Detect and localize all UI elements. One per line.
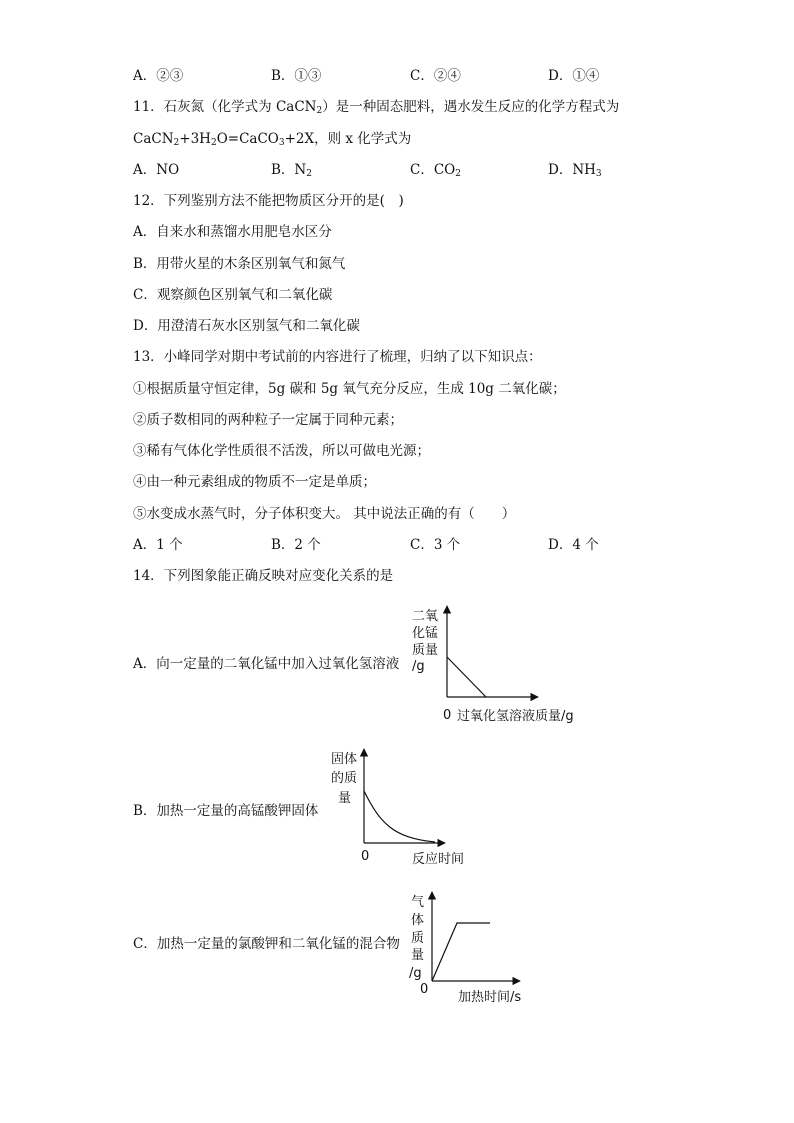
graph-a-curve xyxy=(447,657,486,697)
q11-option-c-sub: 2 xyxy=(455,169,461,179)
q13-option-d xyxy=(548,536,599,554)
q11-stem-part-b: ）是一种固态肥料，遇水发生反应的化学方程式为 xyxy=(322,99,620,115)
q11-eq-p4: +2X，则 x 化学式为 xyxy=(284,131,412,147)
q11-option-b-text: N xyxy=(294,162,307,178)
q13-point-2: ②质子数相同的两种粒子一定属于同种元素； xyxy=(133,412,403,428)
q14-graph-c xyxy=(400,886,540,1010)
graph-c-ylabel-3: 质 xyxy=(411,931,425,946)
graph-a-ylabel-2: 化锰 xyxy=(412,626,439,641)
q11-option-c-text: CO xyxy=(433,162,456,178)
q13-option-b xyxy=(271,536,321,554)
q10-option-a xyxy=(133,67,183,85)
q11-option-d-text: NH xyxy=(572,162,596,178)
graph-b-ylabel-2: 的质 xyxy=(331,771,358,786)
q14-option-a: A．向一定量的二氧化锰中加入过氧化氢溶液 xyxy=(133,656,400,672)
q13-option-d-text: 4 个 xyxy=(572,537,599,553)
q11-stem xyxy=(133,98,619,116)
q11-eq-s2: 2 xyxy=(210,138,217,148)
q12-option-c: C．观察颜色区别氧气和二氧化碳 xyxy=(133,287,333,303)
q11-eq-s1: 2 xyxy=(173,138,180,148)
graph-c-origin: 0 xyxy=(420,982,429,997)
q11-stem-sub: 2 xyxy=(316,106,323,116)
q14-stem: 14．下列图象能正确反映对应变化关系的是 xyxy=(133,568,394,584)
q10-option-d-text: ①④ xyxy=(572,68,600,84)
q14-option-b: B．加热一定量的高锰酸钾固体 xyxy=(133,803,319,819)
q11-option-a xyxy=(133,161,179,179)
q14-graph-b xyxy=(325,743,485,871)
graph-b-ylabel-3: 量 xyxy=(338,791,352,806)
graph-b-xlabel: 反应时间 xyxy=(412,852,465,867)
graph-a-ylabel-4: /g xyxy=(412,659,425,674)
q10-option-d-letter: D． xyxy=(548,68,573,84)
q10-option-b xyxy=(271,67,321,85)
q13-point-3: ③稀有气体化学性质很不活泼，所以可做电光源； xyxy=(133,443,430,459)
graph-b-ylabel-1: 固体 xyxy=(331,752,358,767)
graph-b-origin: 0 xyxy=(361,849,370,864)
q13-stem: 13．小峰同学对期中考试前的内容进行了梳理，归纳了以下知识点： xyxy=(133,349,542,365)
q13-option-a-text: 1 个 xyxy=(156,537,183,553)
q13-option-b-letter: B． xyxy=(271,537,295,553)
q10-option-c-letter: C． xyxy=(410,68,434,84)
graph-c-ylabel-5: /g xyxy=(409,966,422,981)
q12-option-d: D．用澄清石灰水区别氢气和二氧化碳 xyxy=(133,318,360,334)
q11-option-c xyxy=(410,161,461,179)
graph-a-origin: 0 xyxy=(443,708,452,723)
graph-b-curve xyxy=(364,791,435,842)
q10-option-a-text: ②③ xyxy=(156,68,184,84)
q12-option-a: A．自来水和蒸馏水用肥皂水区分 xyxy=(133,224,332,240)
q10-option-b-text: ①③ xyxy=(294,68,322,84)
q11-option-a-text: NO xyxy=(156,162,180,178)
q11-eq-p1: CaCN xyxy=(133,131,174,147)
q14-option-c: C．加热一定量的氯酸钾和二氧化锰的混合物 xyxy=(133,936,400,952)
q11-eq-s3: 3 xyxy=(278,138,285,148)
q11-eq-p3: O=CaCO xyxy=(216,131,279,147)
q10-option-a-letter: A． xyxy=(133,68,157,84)
q11-option-d-sub: 3 xyxy=(595,169,602,179)
graph-c-curve xyxy=(432,923,490,981)
q11-option-d-letter: D． xyxy=(548,162,573,178)
graph-a-xlabel: 过氧化氢溶液质量/g xyxy=(457,709,574,724)
graph-c-xlabel: 加热时间/s xyxy=(458,990,522,1005)
q13-option-a xyxy=(133,536,183,554)
q13-option-c-letter: C． xyxy=(410,537,434,553)
q13-option-c-text: 3 个 xyxy=(433,537,461,553)
q10-option-b-letter: B． xyxy=(271,68,295,84)
q11-option-b xyxy=(271,161,312,179)
q13-point-5: ⑤水变成水蒸气时，分子体积变大。 其中说法正确的有（ ） xyxy=(133,506,516,522)
q11-stem-part-a: 11．石灰氮（化学式为 CaCN xyxy=(133,99,317,115)
q11-option-b-letter: B． xyxy=(271,162,295,178)
q13-option-d-letter: D． xyxy=(548,537,573,553)
q10-option-d xyxy=(548,67,599,85)
q13-point-1: ①根据质量守恒定律，5g 碳和 5g 氧气充分反应，生成 10g 二氧化碳； xyxy=(133,381,566,397)
graph-a-ylabel-1: 二氧 xyxy=(412,609,439,624)
graph-c-ylabel-1: 气 xyxy=(411,895,425,910)
q14-graph-a xyxy=(405,600,605,728)
q12-option-b: B．用带火星的木条区别氧气和氮气 xyxy=(133,256,346,272)
q10-option-c xyxy=(410,67,461,85)
q13-option-a-letter: A． xyxy=(133,537,157,553)
q13-option-c xyxy=(410,536,460,554)
q10-option-c-text: ②④ xyxy=(433,68,461,84)
q12-stem: 12．下列鉴别方法不能把物质区分开的是( ) xyxy=(133,193,404,209)
q11-option-a-letter: A． xyxy=(133,162,157,178)
q11-option-b-sub: 2 xyxy=(306,169,312,179)
q13-point-4: ④由一种元素组成的物质不一定是单质； xyxy=(133,474,376,490)
q11-equation xyxy=(133,130,411,148)
graph-c-ylabel-4: 量 xyxy=(411,948,425,963)
q11-option-d xyxy=(548,161,602,179)
graph-a-ylabel-3: 质量 xyxy=(412,643,439,658)
q11-eq-p2: +3H xyxy=(179,131,211,147)
q11-option-c-letter: C． xyxy=(410,162,434,178)
graph-c-ylabel-2: 体 xyxy=(411,913,425,928)
q13-option-b-text: 2 个 xyxy=(294,537,321,553)
